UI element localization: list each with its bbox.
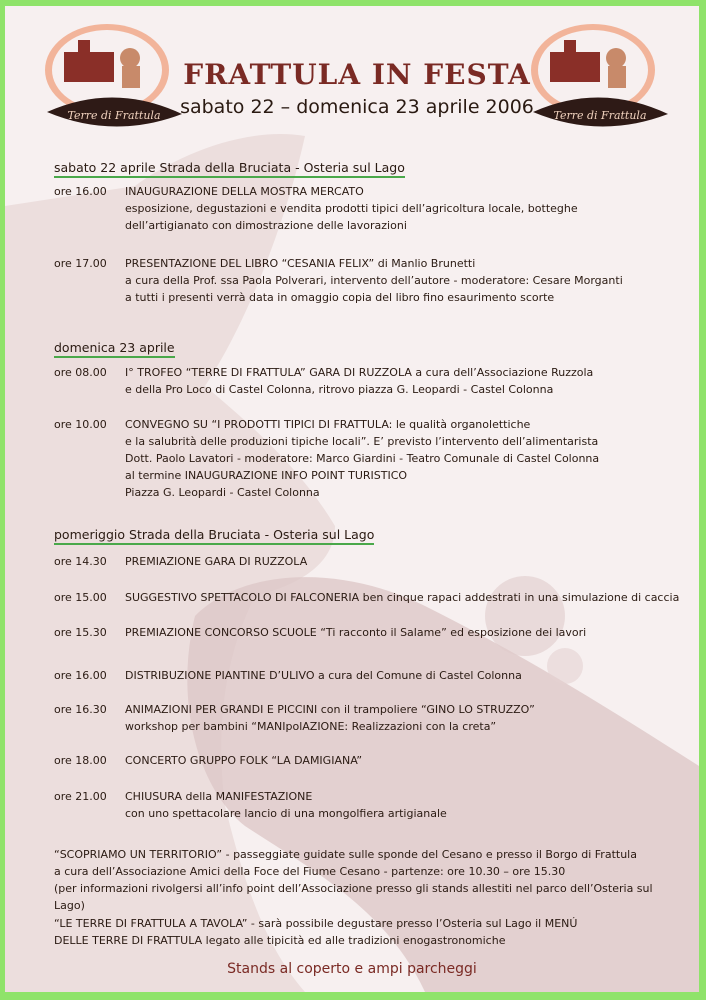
footer-text: Stands al coperto e ampi parcheggi [227, 961, 477, 977]
event-title: I° TROFEO “TERRE DI FRATTULA” GARA DI RUZZOLA a cura dell’Associazione Ruzzola [125, 366, 594, 379]
logo-left [42, 22, 187, 132]
note-line: DELLE TERRE DI FRATTULA legato alle tipicità ed alle tradizioni enogastronomiche [54, 934, 506, 947]
note-territorio [54, 846, 684, 914]
event-detail: workshop per bambini “MANIpolAZIONE: Realizzazioni con la creta” [125, 720, 497, 733]
event-time: ore 15.30 [54, 626, 107, 639]
event-detail: esposizione, degustazioni e vendita prodotti tipici dell’agricoltura locale, botteghe [125, 202, 578, 215]
event-detail: a tutti i presenti verrà data in omaggio copia del libro fino esaurimento scorte [125, 291, 555, 304]
event-detail: a cura della Prof. ssa Paola Polverari, intervento dell’autore - moderatore: Cesare Morganti [125, 274, 623, 287]
event-time: ore 08.00 [54, 366, 107, 379]
event-title: DISTRIBUZIONE PIANTINE D’ULIVO a cura del Comune di Castel Colonna [125, 669, 522, 682]
event-title: CONVEGNO SU “I PRODOTTI TIPICI DI FRATTULA: le qualità organolettiche [125, 418, 531, 431]
event-time: ore 15.00 [54, 591, 107, 604]
event-title: INAUGURAZIONE DELLA MOSTRA MERCATO [125, 185, 364, 198]
event-time: ore 10.00 [54, 418, 107, 431]
event-detail: con uno spettacolare lancio di una mongolfiera artigianale [125, 807, 447, 820]
section-heading-afternoon: pomeriggio Strada della Bruciata - Osteria sul Lago [54, 527, 374, 545]
note-tavola [54, 915, 684, 949]
event-title: PRESENTAZIONE DEL LIBRO “CESANIA FELIX” di Manlio Brunetti [125, 257, 476, 270]
logo-right [528, 22, 673, 132]
section-heading-saturday: sabato 22 aprile Strada della Bruciata - Osteria sul Lago [54, 160, 405, 178]
event-time: ore 18.00 [54, 754, 107, 767]
logo-left-text: Terre di Frattula [67, 109, 161, 122]
event-title: ANIMAZIONI PER GRANDI E PICCINI con il trampoliere “GINO LO STRUZZO” [125, 703, 535, 716]
event-detail: Piazza G. Leopardi - Castel Colonna [125, 486, 320, 499]
poster [5, 6, 699, 992]
event-detail: Dott. Paolo Lavatori - moderatore: Marco Giardini - Teatro Comunale di Castel Colonna [125, 452, 600, 465]
event-title: CHIUSURA della MANIFESTAZIONE [125, 790, 313, 803]
poster-title: FRATTULA IN FESTA [183, 58, 531, 91]
note-line: “SCOPRIAMO UN TERRITORIO” - passeggiate guidate sulle sponde del Cesano e presso il Borgo di Frattula [54, 848, 637, 861]
event-time: ore 21.00 [54, 790, 107, 803]
event-title: CONCERTO GRUPPO FOLK “LA DAMIGIANA” [125, 754, 363, 767]
logo-right-text: Terre di Frattula [553, 109, 647, 122]
event-detail: dell’artigianato con dimostrazione delle lavorazioni [125, 219, 407, 232]
note-line: a cura dell’Associazione Amici della Foce del Fiume Cesano - partenze: ore 10.30 – ore 15.30 [54, 865, 566, 878]
event-dates: sabato 22 – domenica 23 aprile 2006 [180, 96, 534, 118]
event-time: ore 16.00 [54, 669, 107, 682]
event-detail: e la salubrità delle produzioni tipiche locali”. E’ previsto l’intervento dell’alimentarista [125, 435, 599, 448]
event-detail: e della Pro Loco di Castel Colonna, ritrovo piazza G. Leopardi - Castel Colonna [125, 383, 554, 396]
event-title: PREMIAZIONE GARA DI RUZZOLA [125, 555, 308, 568]
event-title: SUGGESTIVO SPETTACOLO DI FALCONERIA ben cinque rapaci addestrati in una simulazione di caccia [125, 591, 680, 604]
note-line: (per informazioni rivolgersi all’info point dell’Associazione presso gli stands allestiti nel parco dell’Osteria sul Lago) [54, 882, 653, 912]
event-title: PREMIAZIONE CONCORSO SCUOLE “Ti racconto il Salame” ed esposizione dei lavori [125, 626, 587, 639]
event-time: ore 16.30 [54, 703, 107, 716]
event-time: ore 17.00 [54, 257, 107, 270]
section-heading-sunday: domenica 23 aprile [54, 340, 175, 358]
event-time: ore 16.00 [54, 185, 107, 198]
note-line: “LE TERRE DI FRATTULA A TAVOLA” - sarà possibile degustare presso l’Osteria sul Lago il MENÚ [54, 917, 578, 930]
event-time: ore 14.30 [54, 555, 107, 568]
event-detail: al termine INAUGURAZIONE INFO POINT TURISTICO [125, 469, 408, 482]
